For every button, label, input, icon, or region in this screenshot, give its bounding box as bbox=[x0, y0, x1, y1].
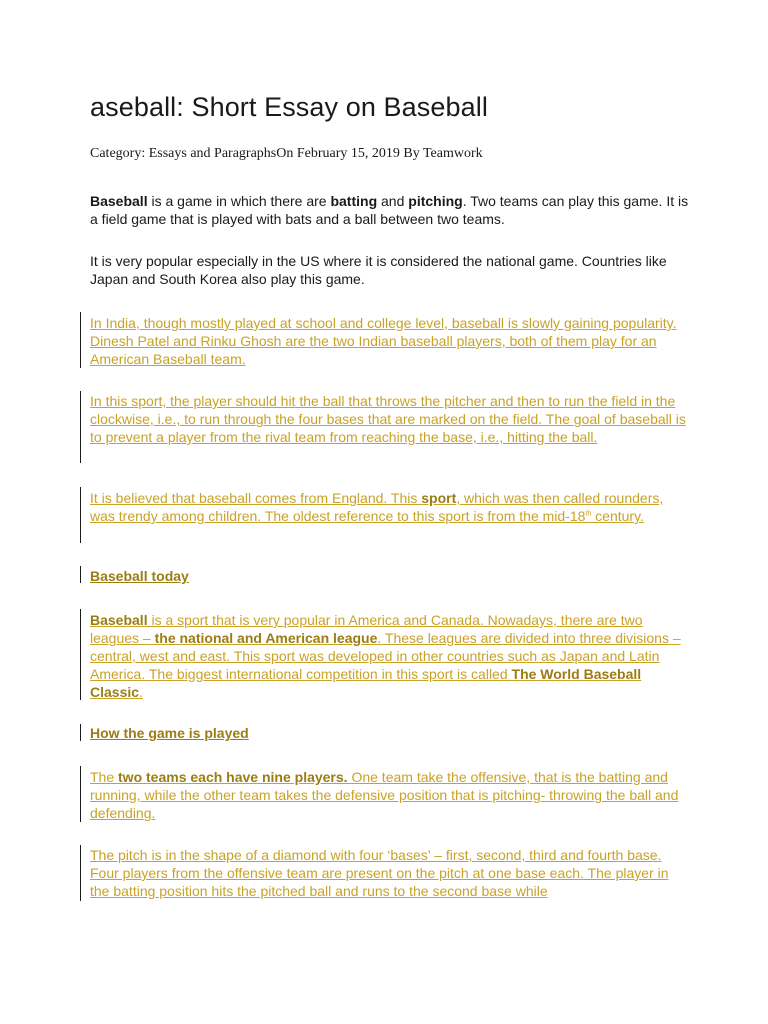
text-run: is a game in which there are bbox=[147, 193, 331, 209]
quote-bar bbox=[80, 845, 81, 901]
link-paragraph-pitch[interactable]: The pitch is in the shape of a diamond with four ‘bases’ – first, second, third and fourth base. Four players from the offensive team are present on the pitch at one base each. The player in the batting position hits the pitched ball and runs to the second base while bbox=[90, 847, 669, 899]
bold-term: batting bbox=[330, 193, 378, 209]
quote-bar bbox=[80, 566, 81, 583]
bold-term: Baseball bbox=[90, 193, 148, 209]
superscript: th bbox=[585, 510, 592, 518]
section-heading-how-played[interactable]: How the game is played bbox=[90, 725, 249, 741]
paragraph-popularity: It is very popular especially in the US where it is considered the national game. Countries like Japan and South Korea also play this game. bbox=[90, 253, 667, 287]
quote-bar bbox=[80, 487, 81, 543]
bold-term: The World Baseball Classic bbox=[90, 666, 642, 700]
text-run: . These leagues are divided into three divisions – central, west and east. This sport was developed in other countries such as Japan and Latin America. The biggest international competition in this sport is called bbox=[90, 630, 681, 682]
page-title: aseball: Short Essay on Baseball bbox=[90, 92, 488, 122]
post-meta: Category: Essays and ParagraphsOn February 15, 2019 By Teamwork bbox=[90, 146, 483, 161]
text-run: One team take the offensive, that is the batting and running, while the other team takes the defensive position that is pitching- throwing the ball and defending. bbox=[90, 769, 679, 821]
text-run: and bbox=[377, 193, 409, 209]
section-heading-baseball-today[interactable]: Baseball today bbox=[90, 568, 189, 584]
bold-term: pitching bbox=[408, 193, 463, 209]
text-run: is a sport that is very popular in America and Canada. Nowadays, there are two leagues – bbox=[90, 612, 643, 646]
quote-bar bbox=[80, 609, 81, 700]
text-run: century. bbox=[591, 508, 644, 524]
link-paragraph-rules[interactable]: In this sport, the player should hit the ball that throws the pitcher and then to run the field in the clockwise, i.e., to run through the four bases that are marked on the field. The goal of baseball is to prevent a player from the rival team from reaching the base, i.e., hitting the ball. bbox=[90, 393, 686, 445]
text-run: . Two teams can play this game. It is a field game that is played with bats and a ball between two teams. bbox=[90, 193, 689, 227]
bold-term: Baseball bbox=[90, 612, 148, 628]
link-paragraph-today[interactable] bbox=[90, 611, 690, 701]
quote-bar bbox=[80, 391, 81, 463]
link-paragraph-origin[interactable] bbox=[90, 489, 690, 525]
bold-term: sport bbox=[421, 490, 457, 506]
quote-bar bbox=[80, 766, 81, 822]
bold-term: two teams each have nine players. bbox=[118, 769, 348, 785]
text-run: , which was then called rounders, was trendy among children. The oldest reference to this sport is from the mid-18 bbox=[90, 490, 664, 524]
quote-bar bbox=[80, 724, 81, 741]
text-run: It is believed that baseball comes from England. This bbox=[90, 490, 422, 506]
link-paragraph-india[interactable]: In India, though mostly played at school and college level, baseball is slowly gaining popularity. Dinesh Patel and Rinku Ghosh are the two Indian baseball players, both of them play for an American Baseball team. bbox=[90, 315, 677, 367]
paragraph-intro bbox=[90, 192, 690, 228]
link-paragraph-players[interactable] bbox=[90, 768, 690, 822]
text-run: . bbox=[139, 684, 143, 700]
quote-bar bbox=[80, 312, 81, 368]
text-run: The bbox=[90, 769, 119, 785]
bold-term: the national and American league bbox=[154, 630, 378, 646]
